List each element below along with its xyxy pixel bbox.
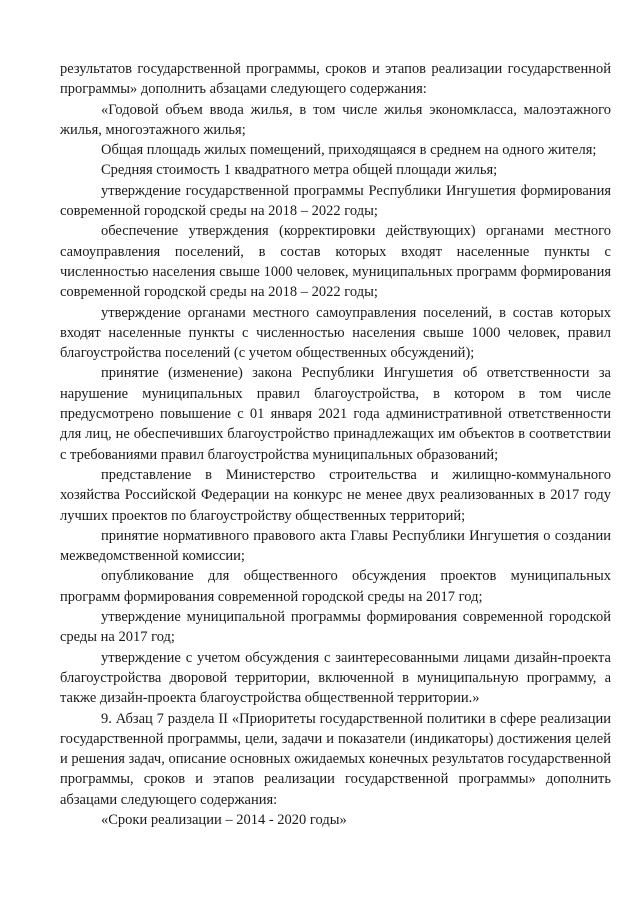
paragraph-municipal-programs: обеспечение утверждения (корректировки действующих) органами местного самоуправления поселений, в состав которых входят населенные пункты с численностью населения свыше 1000 человек, муниципальных программ формирования современной городской среды на 2018 – 2022 годы;	[60, 223, 611, 301]
paragraph-approve-municipal-program: утверждение муниципальной программы формирования современной городской среды на 2017 год;	[60, 609, 611, 646]
paragraph-continuation: результатов государственной программы, сроков и этапов реализации государственной программы» дополнить абзацами следующего содержания:	[60, 61, 611, 98]
paragraph-interagency-commission: принятие нормативного правового акта Главы Республики Ингушетия о создании межведомственной комиссии;	[60, 527, 611, 565]
paragraph-implementation-period: «Сроки реализации – 2014 - 2020 годы»	[101, 811, 347, 828]
paragraph-public-discussion: опубликование для общественного обсуждения проектов муниципальных программ формирования современной городской среды на 2017 год;	[60, 568, 611, 605]
paragraph-average-cost: Средняя стоимость 1 квадратного метра общей площади жилья;	[101, 162, 498, 179]
paragraph-approve-state-program: утверждение государственной программы Республики Ингушетия формирования современной городской среды на 2018 – 2022 годы;	[60, 182, 611, 220]
paragraph-housing-volume: «Годовой объем ввода жилья, в том числе жилья экономкласса, малоэтажного жилья, многоэтажного жилья;	[60, 101, 611, 138]
paragraph-competition-projects: представление в Министерство строительства и жилищно-коммунального хозяйства Российской Федерации на конкурс не менее двух реализованных в 2017 году лучших проектов по благоустройству общественных территорий;	[60, 466, 611, 524]
document-body	[60, 59, 611, 830]
paragraph-living-area: Общая площадь жилых помещений, приходящаяся в среднем на одного жителя;	[101, 142, 597, 159]
paragraph-design-projects: утверждение с учетом обсуждения с заинтересованными лицами дизайн-проекта благоустройства дворовой территории, включенной в муниципальную программу, а также дизайн-проекта благоустройства общественной территории.»	[60, 649, 611, 707]
paragraph-improvement-rules: утверждение органами местного самоуправления поселений, в состав которых входят населенные пункты с численностью населения свыше 1000 человек, правил благоустройства поселений (с учетом общественных обсуждений);	[60, 304, 611, 362]
paragraph-liability-law: принятие (изменение) закона Республики Ингушетия об ответственности за нарушение муниципальных правил благоустройства, в котором в том числе предусмотрено повышение с 01 января 2021 года административной ответственности для лиц, не обеспечивших благоустройство принадлежащих им объектов в соответствии с требованиями правил благоустройства муниципальных образований;	[60, 365, 611, 463]
paragraph-section-amendment: 9. Абзац 7 раздела II «Приоритеты государственной политики в сфере реализации государственной программы, цели, задачи и показатели (индикаторы) достижения целей и решения задач, описание основных ожидаемых конечных результатов государственной программы, сроков и этапов реализации государственной программы» дополнить абзацами следующего содержания:	[60, 710, 611, 808]
